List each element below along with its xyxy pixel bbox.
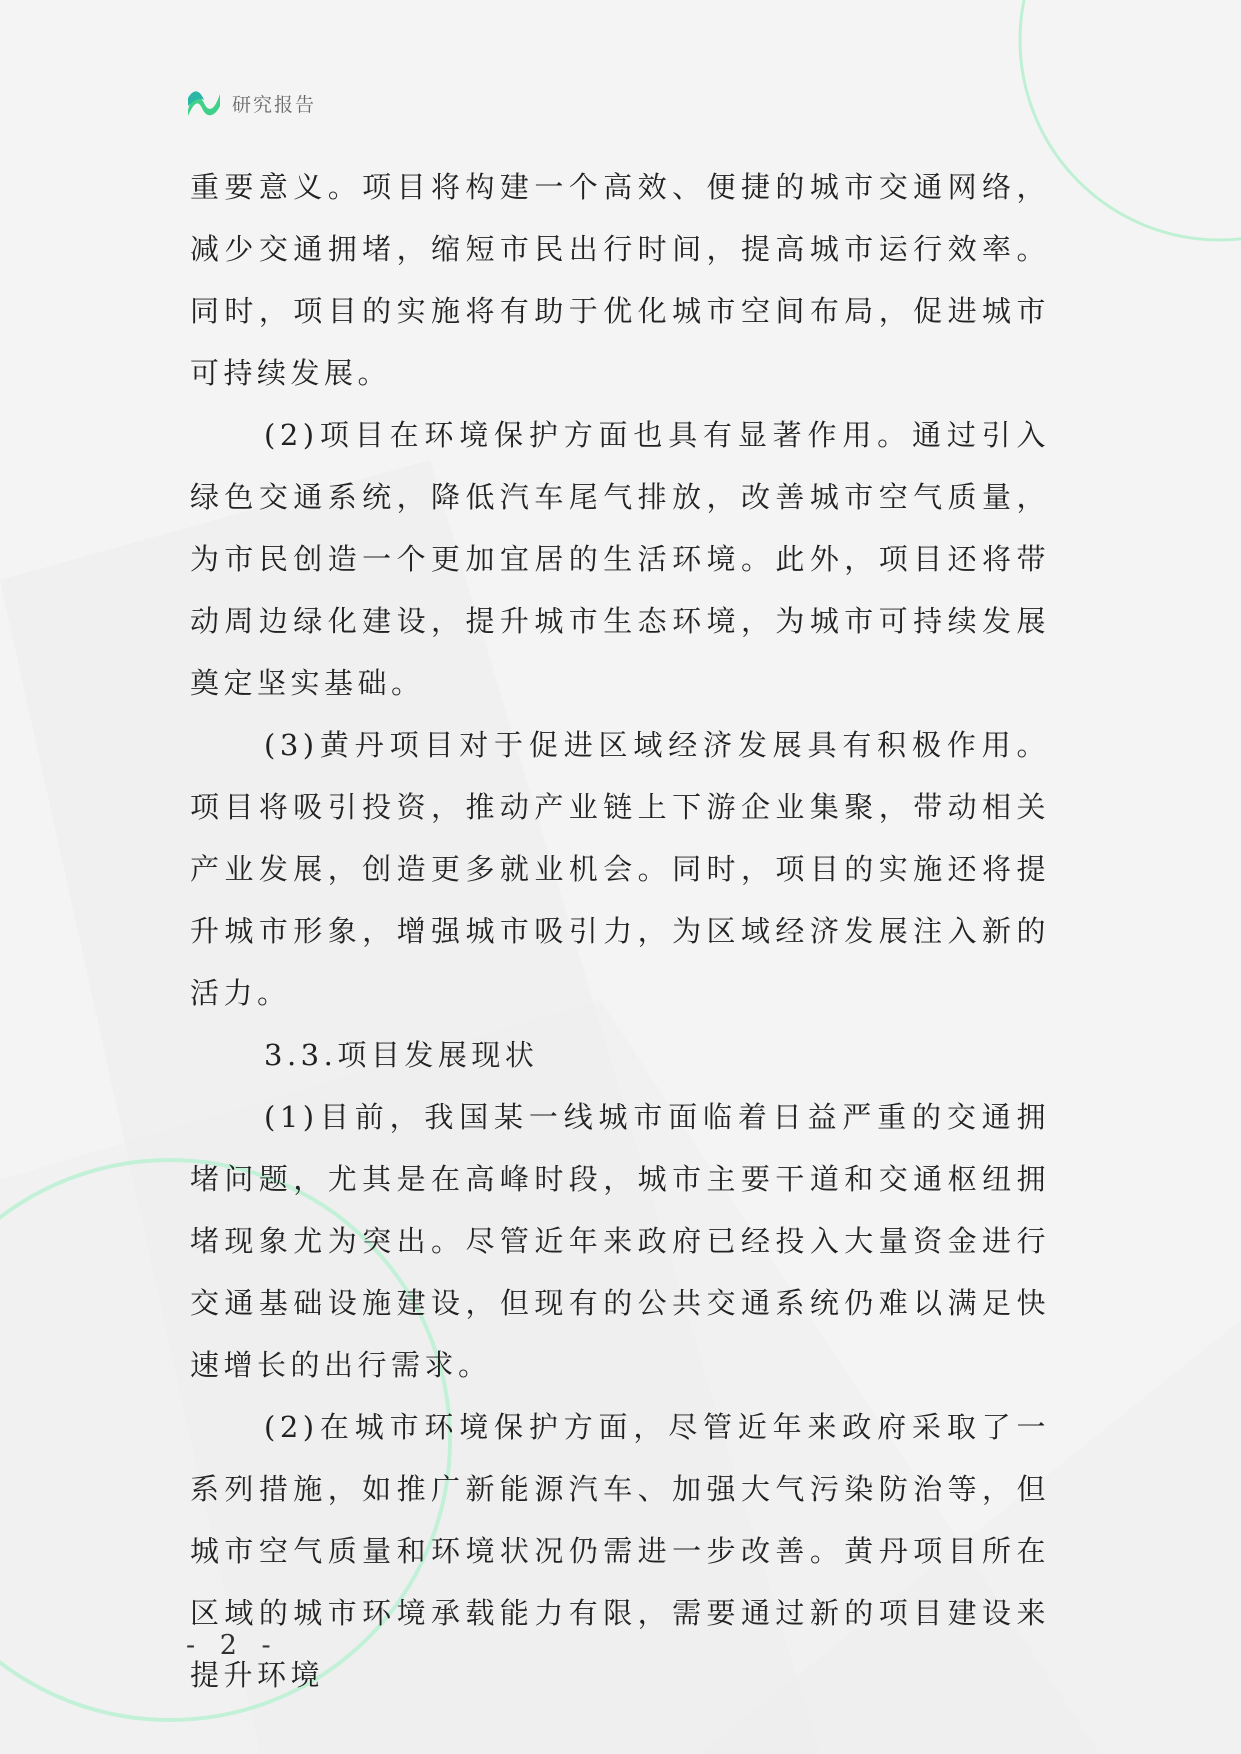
paragraph-significance-continued: 重要意义。项目将构建一个高效、便捷的城市交通网络，减少交通拥堵，缩短市民出行时间，提高城市运行效率。同时，项目的实施将有助于优化城市空间布局，促进城市可持续发展。 — [190, 170, 1050, 390]
report-header — [186, 88, 316, 118]
paragraph-economic-role: (3)黄丹项目对于促进区域经济发展具有积极作用。项目将吸引投资，推动产业链上下游企业集聚，带动相关产业发展，创造更多就业机会。同时，项目的实施还将提升城市形象，增强城市吸引力，为区域经济发展注入新的活力。 — [190, 728, 1050, 1010]
paragraph-environment-status: (2)在城市环境保护方面，尽管近年来政府采取了一系列措施，如推广新能源汽车、加强大气污染防治等，但城市空气质量和环境状况仍需进一步改善。黄丹项目所在区域的城市环境承载能力有限，需要通过新的项目建设来提升环境 — [190, 1410, 1050, 1692]
paragraph-traffic-status: (1)目前，我国某一线城市面临着日益严重的交通拥堵问题，尤其是在高峰时段，城市主要干道和交通枢纽拥堵现象尤为突出。尽管近年来政府已经投入大量资金进行交通基础设施建设，但现有的公共交通系统仍难以满足快速增长的出行需求。 — [190, 1100, 1050, 1382]
report-label: 研究报告 — [232, 93, 317, 116]
green-wave-logo-icon — [186, 88, 222, 118]
paragraph-environmental-role: (2)项目在环境保护方面也具有显著作用。通过引入绿色交通系统，降低汽车尾气排放，改善城市空气质量，为市民创造一个更加宜居的生活环境。此外，项目还将带动周边绿化建设，提升城市生态环境，为城市可持续发展奠定坚实基础。 — [190, 418, 1050, 700]
document-body — [190, 156, 1050, 1706]
section-heading-project-status: 3.3.项目发展现状 — [264, 1038, 539, 1072]
page-number: - 2 - — [186, 1630, 279, 1661]
